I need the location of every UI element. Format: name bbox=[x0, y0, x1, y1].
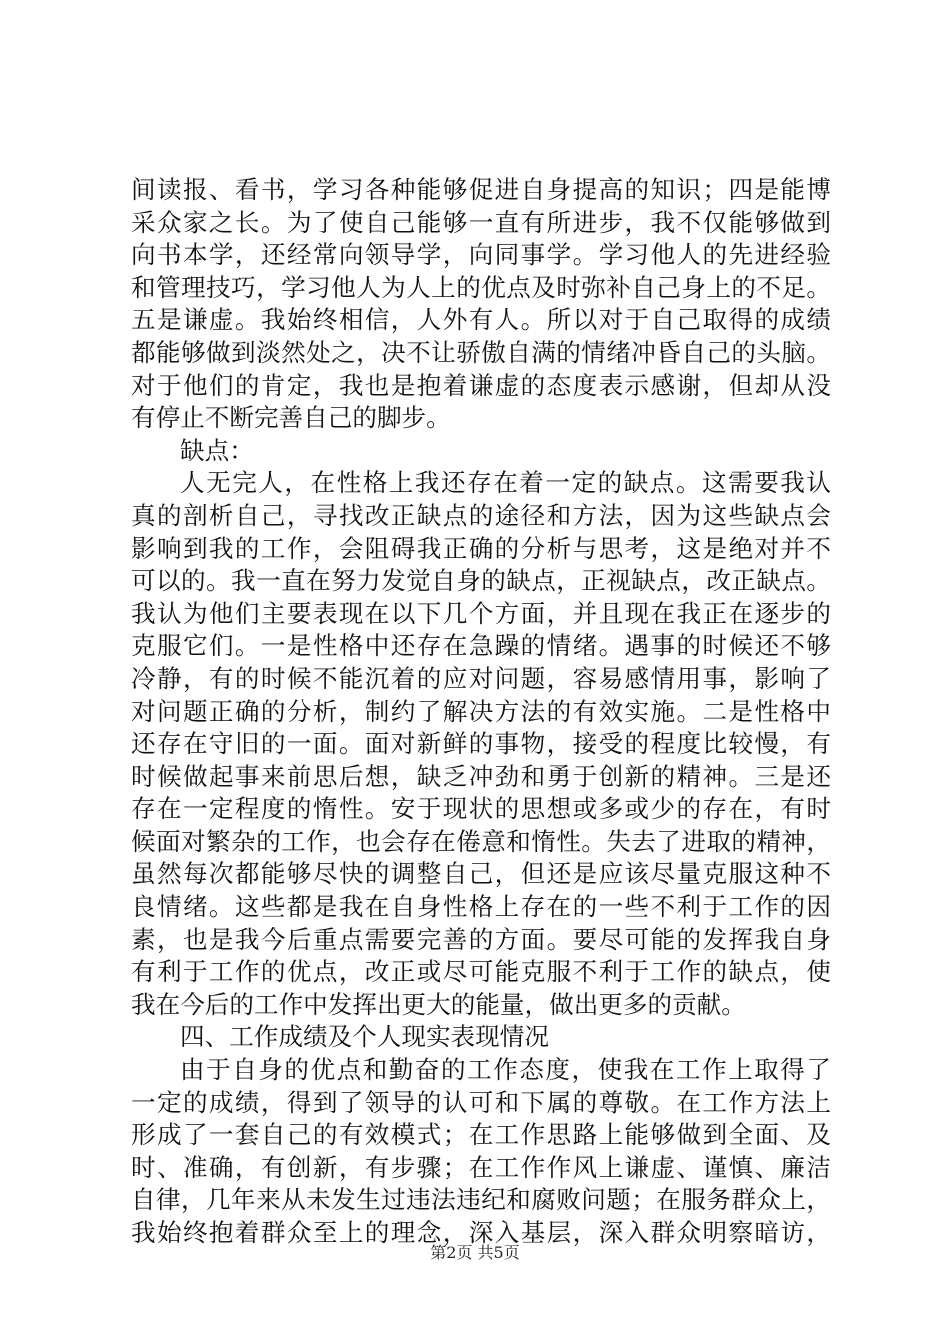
text-line: 我认为他们主要表现在以下几个方面，并且现在我正在逐步的 bbox=[131, 598, 831, 628]
text-line: 间读报、看书，学习各种能够促进自身提高的知识；四是能博 bbox=[131, 175, 831, 204]
text-line: 时、准确，有创新，有步骤；在工作作风上谦虚、谨慎、廉洁 bbox=[131, 1152, 831, 1182]
text-line: 虽然每次都能够尽快的调整自己，但还是应该尽量克服这种不 bbox=[131, 859, 831, 889]
text-line: 对问题正确的分析，制约了解决方法的有效实施。二是性格中 bbox=[131, 696, 831, 726]
text-line: 良情绪。这些都是我在自身性格上存在的一些不利于工作的因 bbox=[131, 892, 831, 922]
text-line: 由于自身的优点和勤奋的工作态度，使我在工作上取得了 bbox=[180, 1055, 831, 1085]
text-line: 时候做起事来前思后想，缺乏冲劲和勇于创新的精神。三是还 bbox=[131, 761, 831, 791]
text-line: 向书本学，还经常向领导学，向同事学。学习他人的先进经验 bbox=[131, 240, 831, 270]
text-line: 有停止不断完善自己的脚步。 bbox=[131, 403, 451, 433]
text-line: 人无完人，在性格上我还存在着一定的缺点。这需要我认 bbox=[180, 468, 831, 498]
text-line: 候面对繁杂的工作，也会存在倦意和惰性。失去了进取的精神， bbox=[131, 826, 831, 856]
text-line: 一定的成绩，得到了领导的认可和下属的尊敬。在工作方法上 bbox=[131, 1087, 831, 1117]
document-body bbox=[131, 174, 831, 1250]
text-line: 素，也是我今后重点需要完善的方面。要尽可能的发挥我自身 bbox=[131, 924, 831, 954]
text-line: 缺点： bbox=[180, 435, 254, 465]
text-line: 还存在守旧的一面。面对新鲜的事物，接受的程度比较慢，有 bbox=[131, 729, 831, 759]
text-line: 都能够做到淡然处之，决不让骄傲自满的情绪冲昏自己的头脑。 bbox=[131, 337, 831, 367]
text-line: 自律，几年来从未发生过违法违纪和腐败问题；在服务群众上， bbox=[131, 1185, 831, 1215]
text-line: 我在今后的工作中发挥出更大的能量，做出更多的贡献。 bbox=[131, 989, 746, 1019]
text-line: 我始终抱着群众至上的理念，深入基层，深入群众明察暗访， bbox=[131, 1218, 831, 1247]
page-footer: 第2页 共5页 bbox=[430, 1243, 520, 1262]
text-line: 有利于工作的优点，改正或尽可能克服不利于工作的缺点，使 bbox=[131, 957, 831, 987]
text-line: 形成了一套自己的有效模式；在工作思路上能够做到全面、及 bbox=[131, 1120, 831, 1150]
text-line: 对于他们的肯定，我也是抱着谦虚的态度表示感谢，但却从没 bbox=[131, 370, 831, 400]
text-line: 四、工作成绩及个人现实表现情况 bbox=[180, 1022, 549, 1052]
text-line: 采众家之长。为了使自己能够一直有所进步，我不仅能够做到 bbox=[131, 207, 831, 237]
text-line: 和管理技巧，学习他人为人上的优点及时弥补自己身上的不足。 bbox=[131, 272, 831, 302]
text-line: 五是谦虚。我始终相信，人外有人。所以对于自己取得的成绩 bbox=[131, 305, 831, 335]
text-line: 可以的。我一直在努力发觉自身的缺点，正视缺点，改正缺点。 bbox=[131, 566, 831, 596]
text-line: 真的剖析自己，寻找改正缺点的途径和方法，因为这些缺点会 bbox=[131, 500, 831, 530]
text-line: 影响到我的工作，会阻碍我正确的分析与思考，这是绝对并不 bbox=[131, 533, 831, 563]
text-line: 克服它们。一是性格中还存在急躁的情绪。遇事的时候还不够 bbox=[131, 631, 831, 661]
text-line: 冷静，有的时候不能沉着的应对问题，容易感情用事，影响了 bbox=[131, 663, 831, 693]
text-line: 存在一定程度的惰性。安于现状的思想或多或少的存在，有时 bbox=[131, 794, 831, 824]
